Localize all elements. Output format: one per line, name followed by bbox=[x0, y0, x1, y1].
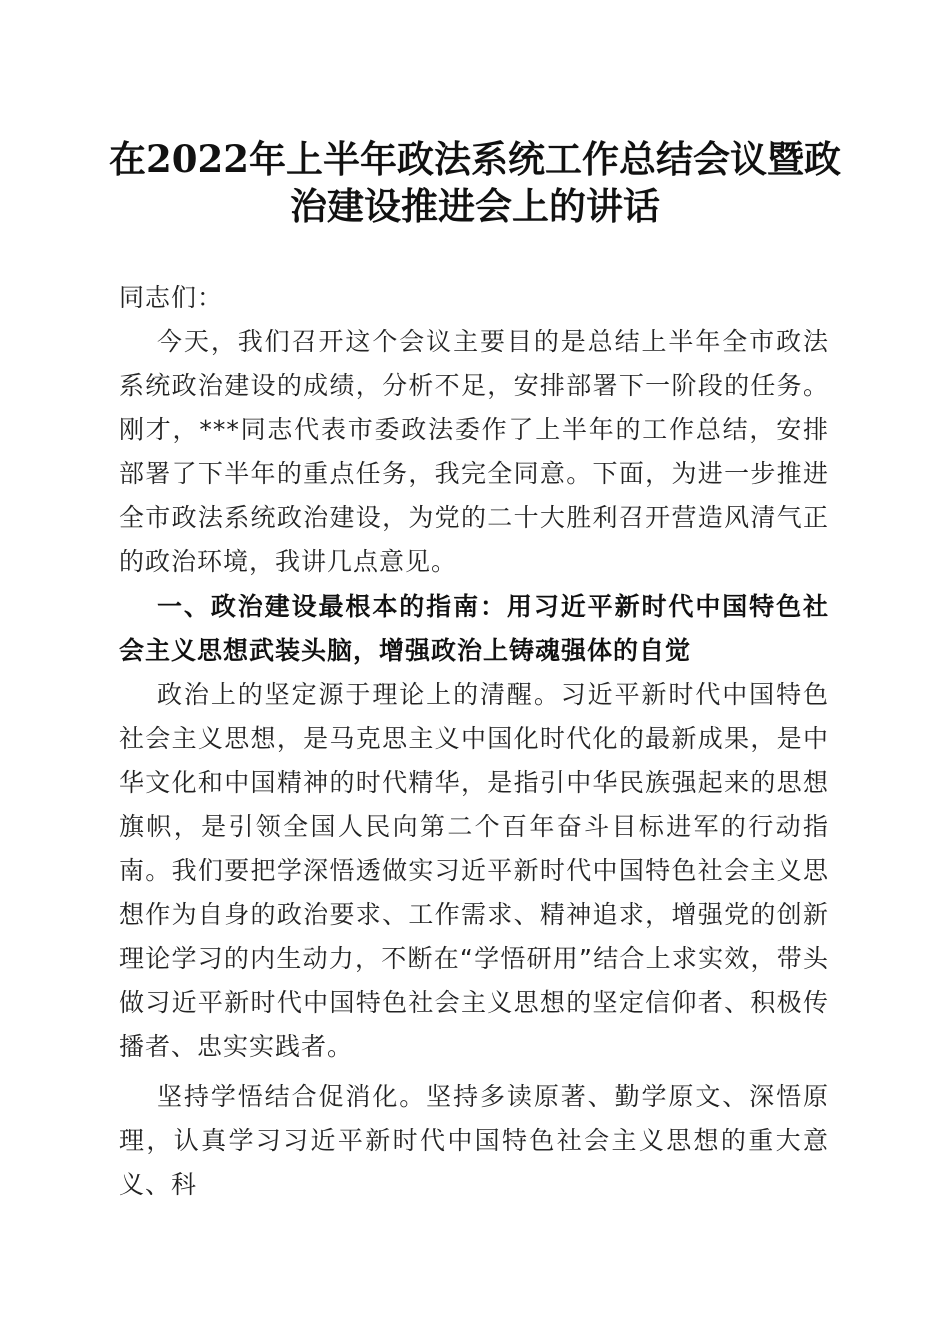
section-1-paragraph-2: 坚持学悟结合促消化。坚持多读原著、勤学原文、深悟原理，认真学习习近平新时代中国特色社会主义思想的重大意义、科 bbox=[119, 1082, 829, 1199]
section-1-paragraph-1: 政治上的坚定源于理论上的清醒。习近平新时代中国特色社会主义思想，是马克思主义中国化时代化的最新成果，是中华文化和中国精神的时代精华，是指引中华民族强起来的思想旗帜，是引领全国人民向第二个百年奋斗目标进军的行动指南。我们要把学深悟透做实习近平新时代中国特色社会主义思想作为自身的政治要求、工作需求、精神追求，增强党的创新理论学习的内生动力，不断在“学悟研用”结合上求实效，带头做习近平新时代中国特色社会主义思想的坚定信仰者、积极传播者、忠实实践者。 bbox=[119, 680, 829, 1061]
document-title: 在2022年上半年政法系统工作总结会议暨政治建设推进会上的讲话 bbox=[109, 137, 841, 228]
salutation: 同志们： bbox=[119, 283, 224, 312]
section-1 bbox=[119, 585, 829, 1207]
opening-section bbox=[119, 320, 829, 584]
section-1-heading: 一、政治建设最根本的指南：用习近平新时代中国特色社会主义思想武装头脑，增强政治上铸魂强体的自觉 bbox=[119, 592, 829, 665]
opening-paragraph: 今天，我们召开这个会议主要目的是总结上半年全市政法系统政治建设的成绩，分析不足，安排部署下一阶段的任务。刚才，***同志代表市委政法委作了上半年的工作总结，安排部署了下半年的重点任务，我完全同意。下面，为进一步推进全市政法系统政治建设，为党的二十大胜利召开营造风清气正的政治环境，我讲几点意见。 bbox=[119, 327, 829, 576]
